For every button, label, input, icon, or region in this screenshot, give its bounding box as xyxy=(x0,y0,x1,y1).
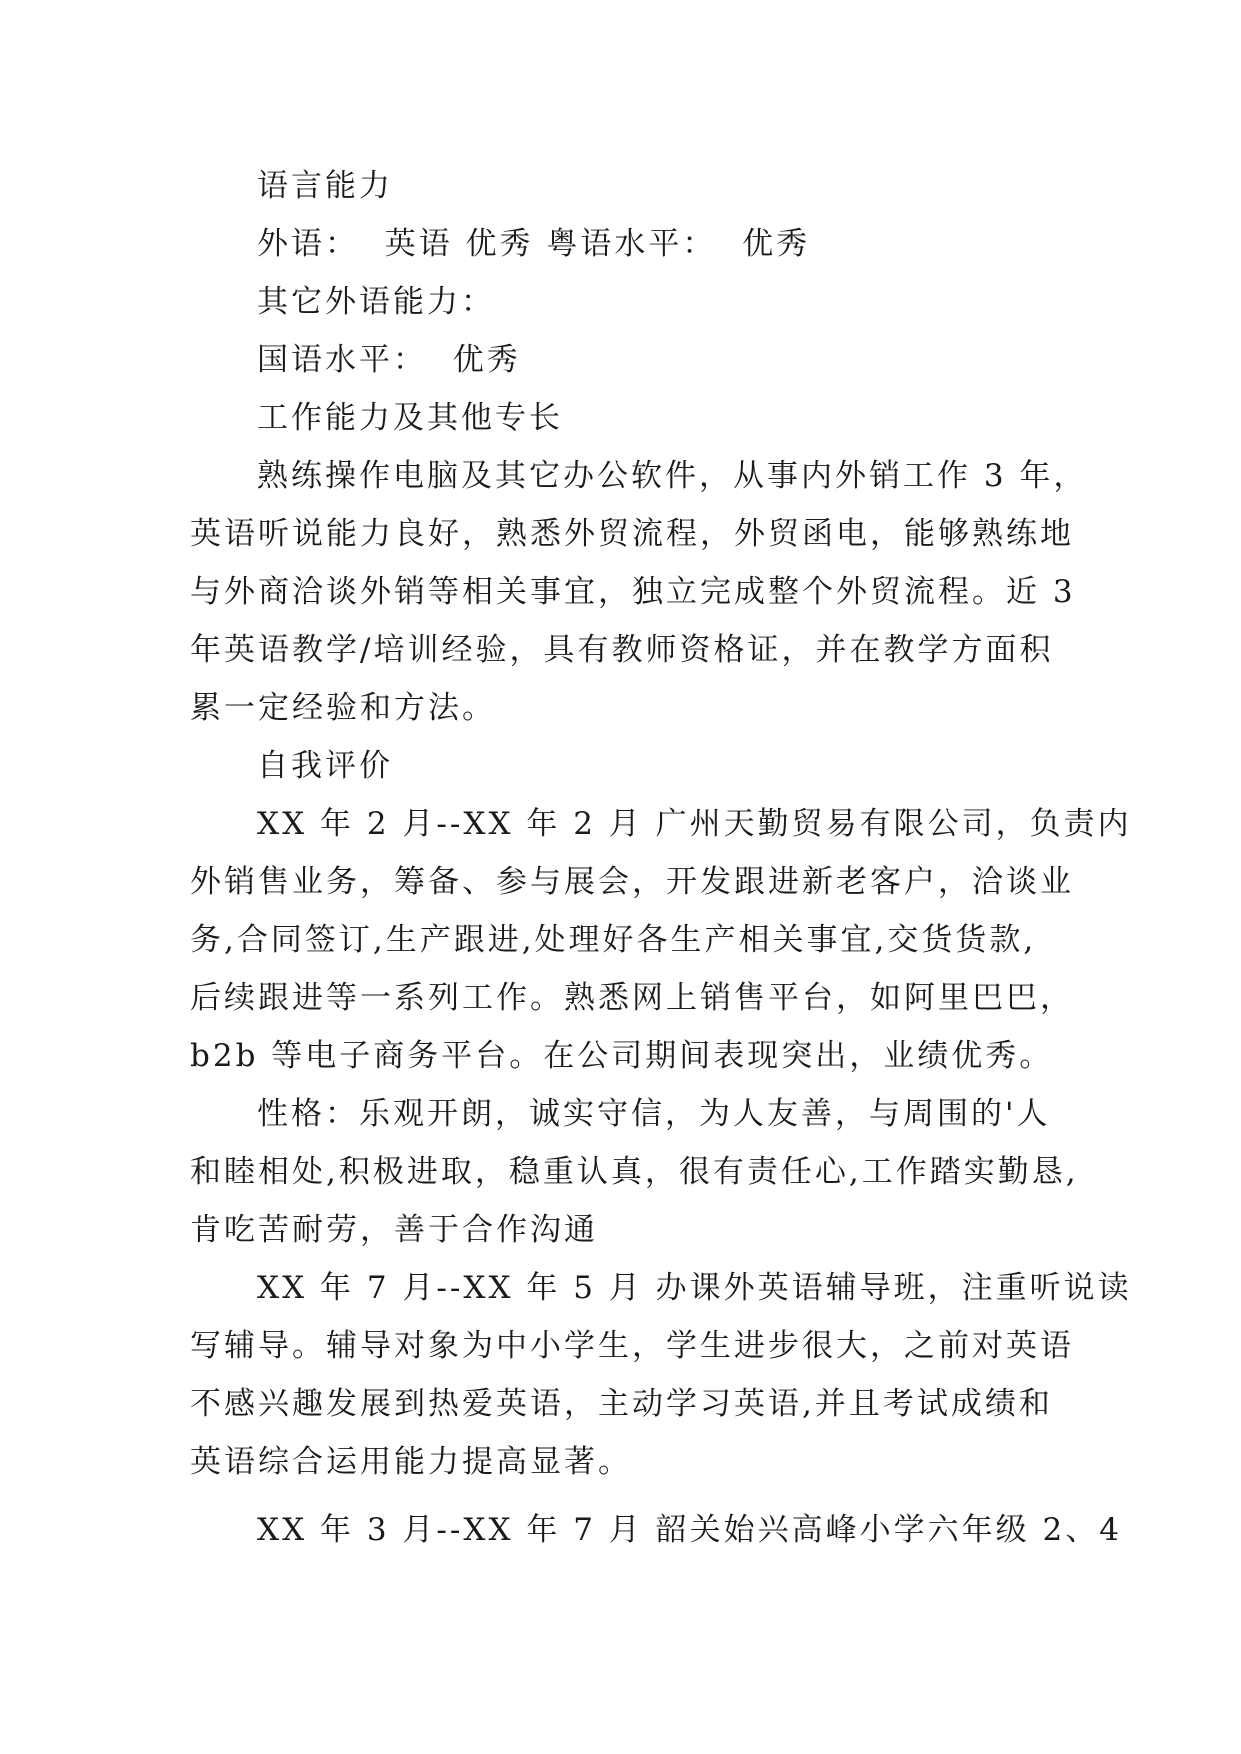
paragraph-line: 和睦相处,积极进取，稳重认真，很有责任心,工作踏实勤恳, xyxy=(190,1154,1079,1190)
paragraph-line: b2b 等电子商务平台。在公司期间表现突出，业绩优秀。 xyxy=(190,1038,1054,1074)
heading-self-evaluation: 自我评价 xyxy=(257,748,393,784)
paragraph-line: 务,合同签订,生产跟进,处理好各生产相关事宜,交货货款, xyxy=(190,922,1037,958)
paragraph-line: 年英语教学/培训经验，具有教师资格证，并在教学方面积 xyxy=(190,632,1054,668)
paragraph-line: 英语听说能力良好，熟悉外贸流程，外贸函电，能够熟练地 xyxy=(190,516,1074,552)
paragraph-line: 不感兴趣发展到热爱英语，主动学习英语,并且考试成绩和 xyxy=(190,1386,1053,1422)
text-foreign-language: 外语： 英语 优秀 粤语水平： 优秀 xyxy=(257,226,811,262)
paragraph-line: XX 年 2 月--XX 年 2 月 广州天勤贸易有限公司，负责内 xyxy=(257,806,1132,842)
text-other-language: 其它外语能力： xyxy=(257,284,495,320)
heading-language-ability: 语言能力 xyxy=(257,168,393,204)
paragraph-line: XX 年 3 月--XX 年 7 月 韶关始兴高峰小学六年级 2、4 xyxy=(257,1512,1122,1548)
paragraph-line: 写辅导。辅导对象为中小学生，学生进步很大，之前对英语 xyxy=(190,1328,1074,1364)
paragraph-line: 肯吃苦耐劳，善于合作沟通 xyxy=(190,1212,598,1248)
heading-work-ability: 工作能力及其他专长 xyxy=(257,400,563,436)
text-mandarin-level: 国语水平： 优秀 xyxy=(257,342,521,378)
paragraph-line: XX 年 7 月--XX 年 5 月 办课外英语辅导班，注重听说读 xyxy=(257,1270,1132,1306)
paragraph-line: 与外商洽谈外销等相关事宜，独立完成整个外贸流程。近 3 xyxy=(190,574,1076,610)
paragraph-line: 英语综合运用能力提高显著。 xyxy=(190,1444,632,1480)
paragraph-line: 外销售业务，筹备、参与展会，开发跟进新老客户，洽谈业 xyxy=(190,864,1074,900)
paragraph-line: 熟练操作电脑及其它办公软件，从事内外销工作 3 年， xyxy=(257,458,1088,494)
paragraph-line: 性格：乐观开朗，诚实守信，为人友善，与周围的'人 xyxy=(257,1096,1051,1132)
paragraph-line: 累一定经验和方法。 xyxy=(190,690,496,726)
paragraph-line: 后续跟进等一系列工作。熟悉网上销售平台，如阿里巴巴， xyxy=(190,980,1074,1016)
